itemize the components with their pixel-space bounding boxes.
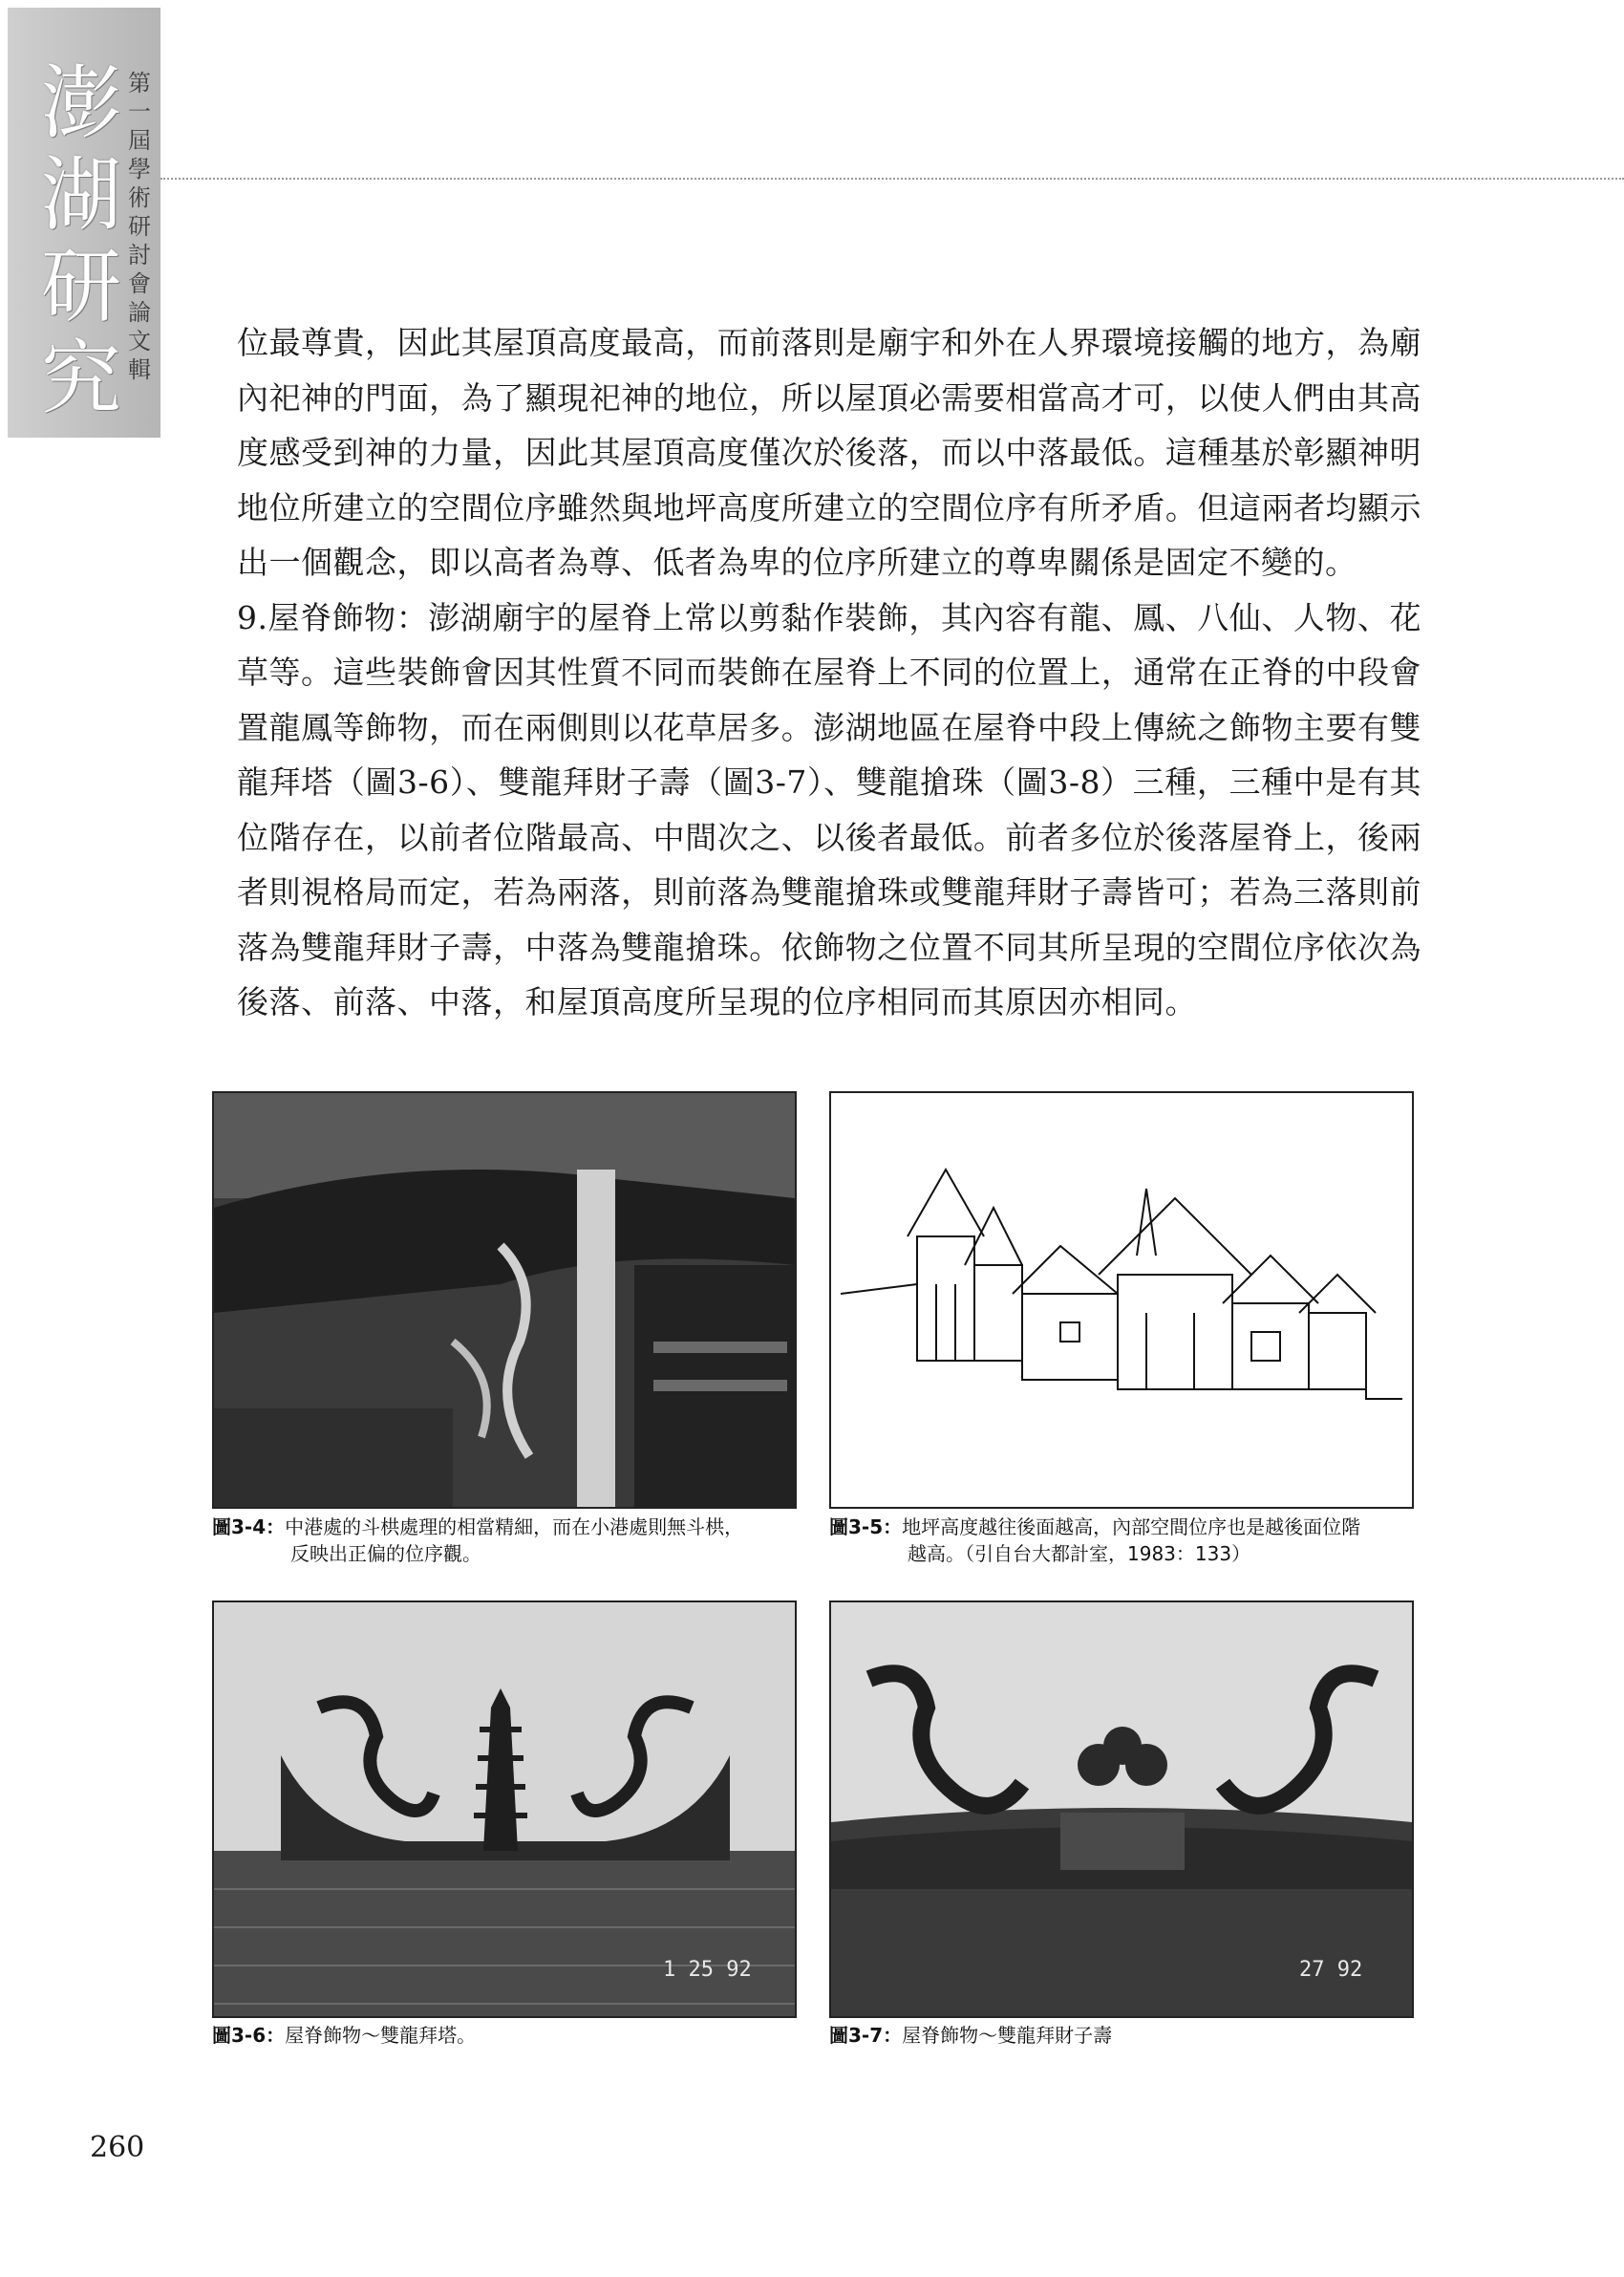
figure-3-5-caption-line2: 越高。（引自台大都計室，1983：133） (908, 1542, 1251, 1565)
paragraph-2: 9.屋脊飾物：澎湖廟宇的屋脊上常以剪黏作裝飾，其內容有龍、鳳、八仙、人物、花草等。這些裝飾會因其性質不同而裝飾在屋脊上不同的位置上，通常在正脊的中段會置龍鳳等飾物，而在兩側則以花草居多。澎湖地區在屋脊中段上傳統之飾物主要有雙龍拜塔（圖3-6）、雙龍拜財子壽（圖3-7）、雙龍搶珠（圖3-8）三種，三種中是有其位階存在，以前者位階最高、中間次之、以後者最低。前者多位於後落屋脊上，後兩者則視格局而定，若為兩落，則前落為雙龍搶珠或雙龍拜財子壽皆可；若為三落則前落為雙龍拜財子壽，中落為雙龍搶珠。依飾物之位置不同其所呈現的空間位序依次為後落、前落、中落，和屋頂高度所呈現的位序相同而其原因亦相同。 (237, 598, 1421, 1020)
figure-3-4-photo (212, 1091, 797, 1509)
figure-3-6-stamp: 1 25 92 (663, 1958, 752, 1982)
figure-3-6-caption-line1: 屋脊飾物～雙龍拜塔。 (285, 2024, 477, 2047)
figure-3-5-caption-line1: 地坪高度越往後面越高，內部空間位序也是越後面位階 (902, 1515, 1361, 1538)
figure-3-7-photo (829, 1600, 1414, 2018)
figure-3-4-caption-line2: 反映出正偏的位序觀。 (290, 1542, 481, 1565)
paragraph-1: 位最尊貴，因此其屋頂高度最高，而前落則是廟宇和外在人界環境接觸的地方，為廟內祀神的門面，為了顯現祀神的地位，所以屋頂必需要相當高才可，以使人們由其高度感受到神的力量，因此其屋頂高度僅次於後落，而以中落最低。這種基於彰顯神明地位所建立的空間位序雖然與地坪高度所建立的空間位序有所矛盾。但這兩者均顯示出一個觀念，即以高者為尊、低者為卑的位序所建立的尊卑關係是固定不變的。 (237, 324, 1421, 581)
figure-3-5-label: 圖3-5： (829, 1515, 903, 1538)
figure-3-7-label: 圖3-7： (829, 2024, 903, 2047)
header-divider (160, 178, 1624, 180)
figure-3-6-label: 圖3-6： (212, 2024, 286, 2047)
figure-3-7-caption-line1: 屋脊飾物～雙龍拜財子壽 (902, 2024, 1113, 2047)
figure-3-6-caption (212, 2022, 804, 2049)
journal-subtitle: 第一屆學術研討會論文輯 (128, 70, 151, 383)
figure-3-7-stamp: 27 92 (1299, 1958, 1363, 1982)
figure-3-4-caption (212, 1514, 804, 1567)
figure-3-6-photo (212, 1600, 797, 2018)
page-number: 260 (90, 2131, 145, 2164)
figure-3-5-drawing (829, 1091, 1414, 1509)
body-text (218, 315, 1421, 1030)
figure-3-7-caption (829, 2022, 1421, 2049)
journal-title: 澎湖研究 (40, 56, 121, 425)
figure-3-4-caption-line1: 中港處的斗栱處理的相當精細，而在小港處則無斗栱， (285, 1515, 744, 1538)
figure-3-4-label: 圖3-4： (212, 1515, 286, 1538)
figure-3-5-caption (829, 1514, 1421, 1567)
